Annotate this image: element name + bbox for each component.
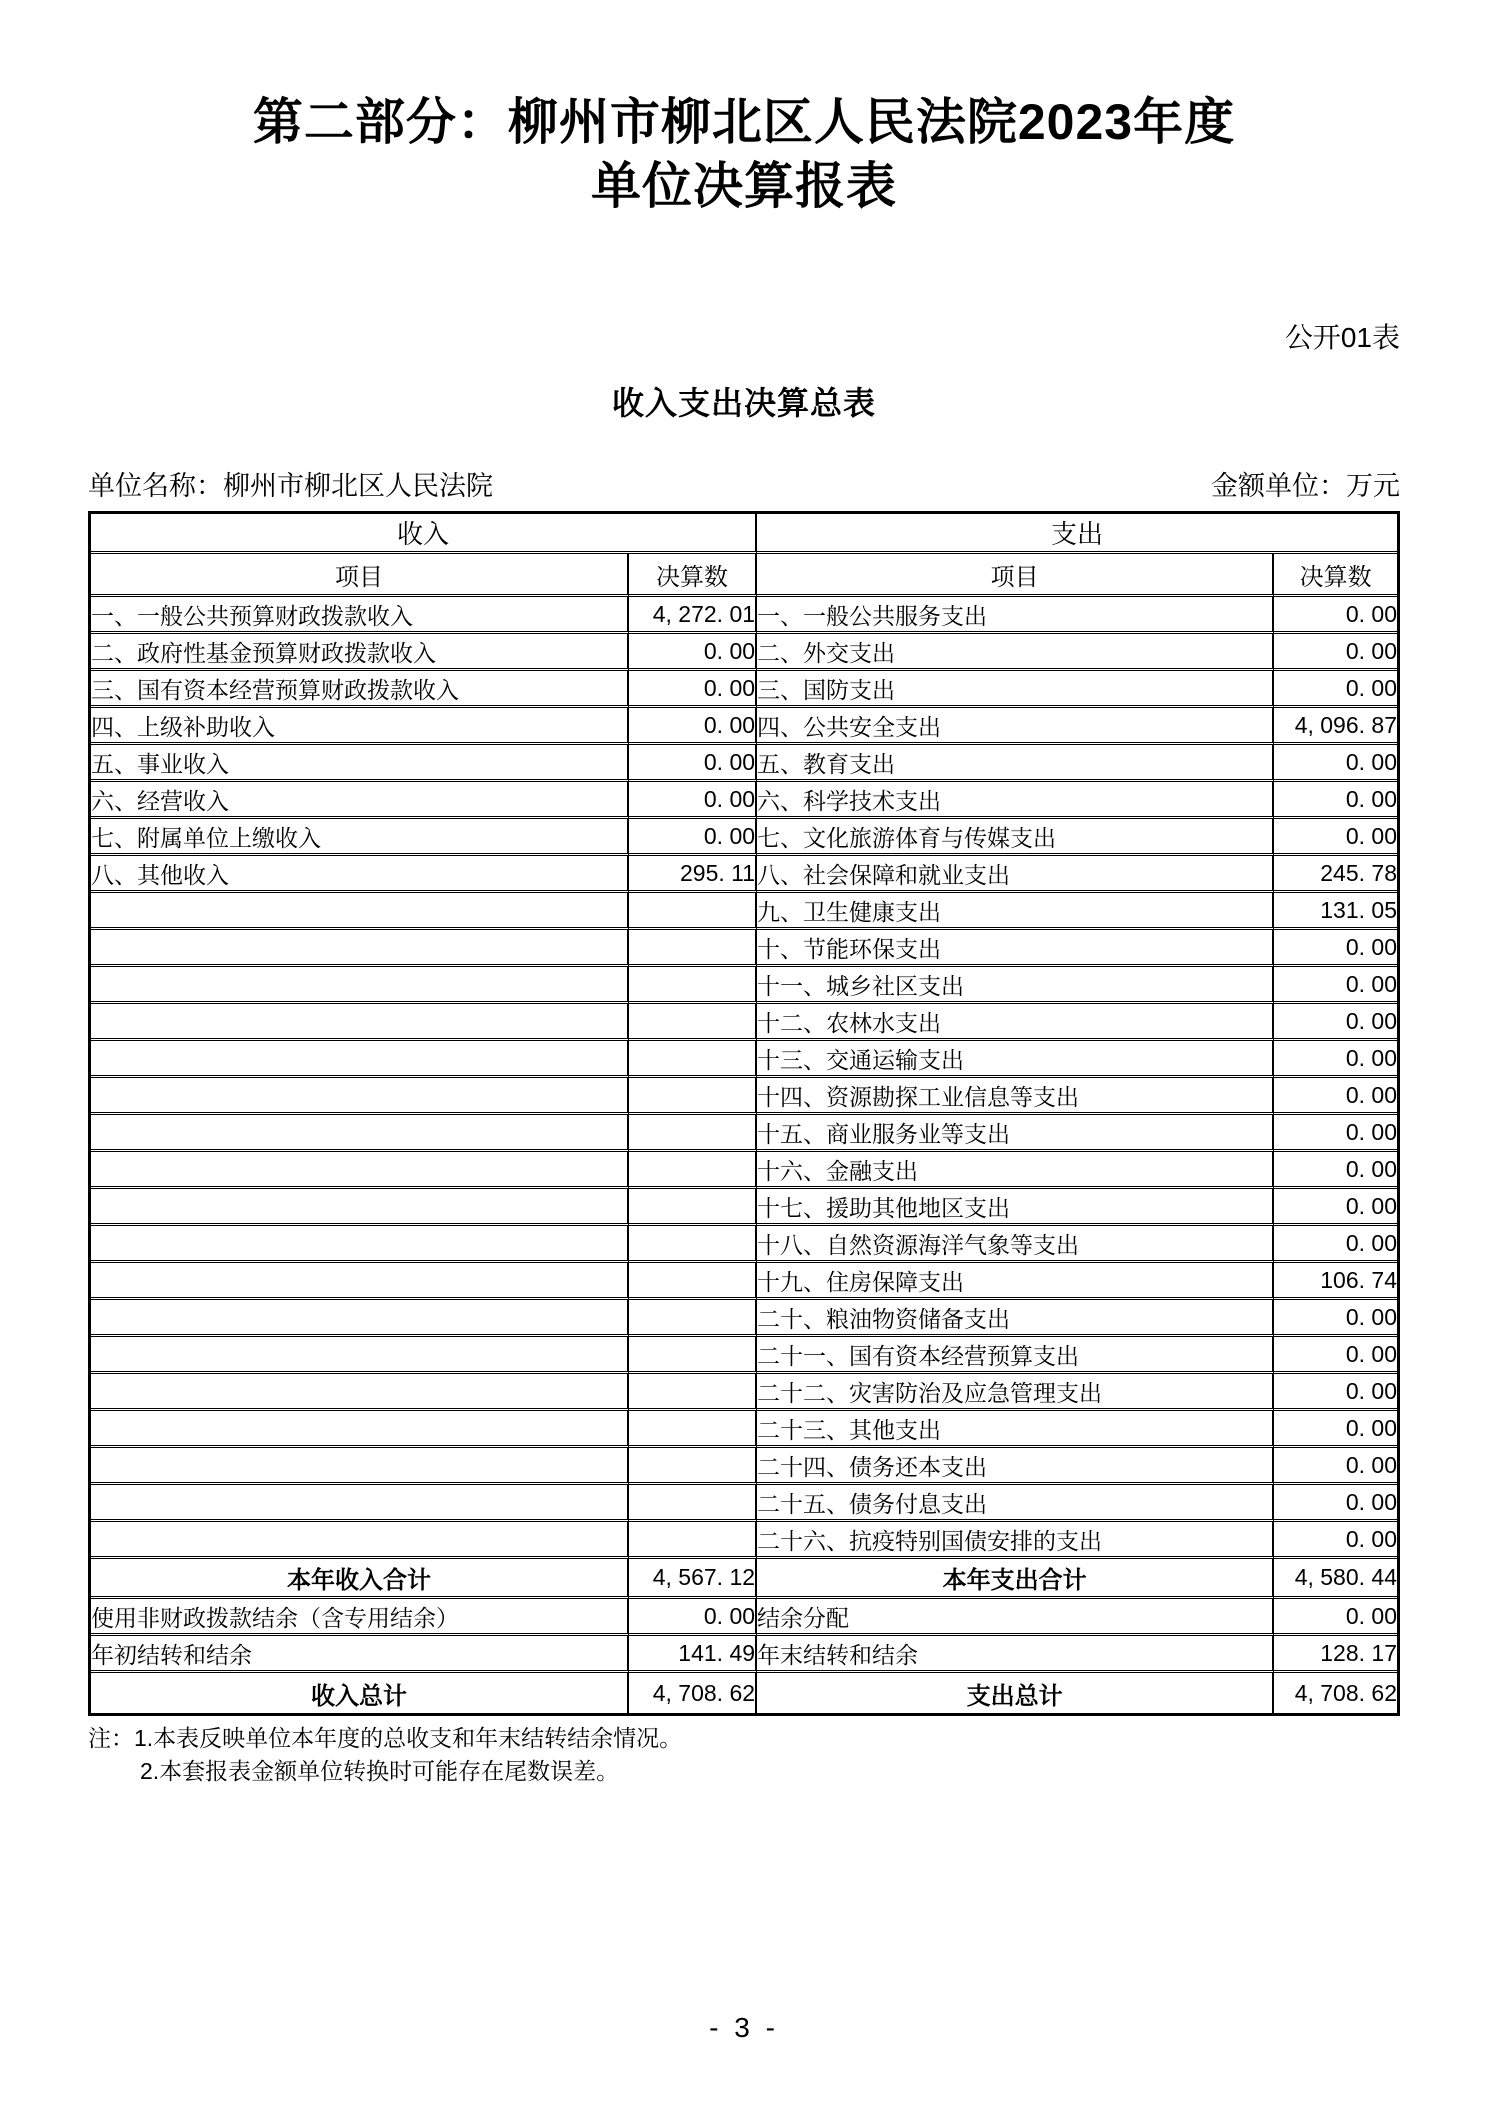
expenditure-item-cell: 十九、住房保障支出 [757,1263,1274,1300]
table-row [91,1636,1397,1673]
document-title-line1: 第二部分：柳州市柳北区人民法院2023年度 [252,94,1236,150]
income-amount-cell: 141. 49 [629,1636,757,1673]
income-item-cell: 年初结转和结余 [91,1636,629,1673]
expenditure-item-cell: 十五、商业服务业等支出 [757,1115,1274,1152]
expenditure-amount-cell: 106. 74 [1274,1263,1397,1300]
income-item-cell [91,1115,629,1152]
expenditure-amount-column-header: 决算数 [1274,554,1397,597]
column-header-row [91,554,1397,597]
income-amount-cell: 4, 708. 62 [629,1673,757,1713]
expenditure-amount-cell: 0. 00 [1274,1226,1397,1263]
table-row [91,1522,1397,1559]
expenditure-item-cell: 十七、援助其他地区支出 [757,1189,1274,1226]
income-amount-cell [629,1004,757,1041]
expenditure-item-cell: 二、外交支出 [757,634,1274,671]
expenditure-item-cell: 本年支出合计 [757,1559,1274,1599]
income-item-cell: 八、其他收入 [91,856,629,893]
table-row [91,1300,1397,1337]
table-row [91,1374,1397,1411]
income-item-cell [91,1485,629,1522]
table-row [91,708,1397,745]
expenditure-item-cell: 七、文化旅游体育与传媒支出 [757,819,1274,856]
table-row [91,1078,1397,1115]
page-number: - 3 - [709,2012,779,2043]
note-line-2: 2.本套报表金额单位转换时可能存在尾数误差。 [140,1758,620,1785]
table-row [91,1189,1397,1226]
income-amount-cell: 4, 272. 01 [629,597,757,634]
income-amount-cell [629,1485,757,1522]
income-item-cell: 六、经营收入 [91,782,629,819]
income-amount-cell [629,1189,757,1226]
income-amount-cell: 0. 00 [629,1599,757,1636]
expenditure-item-cell: 九、卫生健康支出 [757,893,1274,930]
table-row [91,819,1397,856]
expenditure-item-cell: 四、公共安全支出 [757,708,1274,745]
table-row [91,1599,1397,1636]
expenditure-amount-cell: 0. 00 [1274,671,1397,708]
expenditure-item-cell: 八、社会保障和就业支出 [757,856,1274,893]
expenditure-amount-cell: 0. 00 [1274,1078,1397,1115]
income-expenditure-table [88,511,1400,1716]
table-row [91,967,1397,1004]
expenditure-amount-cell: 4, 096. 87 [1274,708,1397,745]
form-number-label: 公开01表 [1284,322,1400,353]
income-item-cell: 五、事业收入 [91,745,629,782]
income-item-cell: 收入总计 [91,1673,629,1713]
expenditure-amount-cell: 0. 00 [1274,1411,1397,1448]
total-row [91,1559,1397,1599]
expenditure-amount-cell: 0. 00 [1274,930,1397,967]
expenditure-amount-cell: 0. 00 [1274,634,1397,671]
expenditure-amount-cell: 0. 00 [1274,745,1397,782]
expenditure-item-column-header: 项目 [757,554,1274,597]
table-row [91,1041,1397,1078]
expenditure-item-cell: 二十一、国有资本经营预算支出 [757,1337,1274,1374]
expenditure-item-cell: 二十二、灾害防治及应急管理支出 [757,1374,1274,1411]
income-amount-cell: 295. 11 [629,856,757,893]
income-amount-cell: 0. 00 [629,819,757,856]
income-amount-cell [629,1041,757,1078]
expenditure-amount-cell: 0. 00 [1274,1599,1397,1636]
income-item-cell [91,1004,629,1041]
table-row [91,1152,1397,1189]
expenditure-amount-cell: 0. 00 [1274,967,1397,1004]
expenditure-item-cell: 十四、资源勘探工业信息等支出 [757,1078,1274,1115]
table-row [91,1004,1397,1041]
table-row [91,634,1397,671]
income-amount-cell: 4, 567. 12 [629,1559,757,1599]
expenditure-amount-cell: 0. 00 [1274,1115,1397,1152]
unit-name-label: 单位名称：柳州市柳北区人民法院 [88,471,493,501]
income-amount-cell [629,1152,757,1189]
income-item-cell [91,1411,629,1448]
income-item-cell: 三、国有资本经营预算财政拨款收入 [91,671,629,708]
expenditure-amount-cell: 0. 00 [1274,1485,1397,1522]
income-item-cell [91,930,629,967]
expenditure-amount-cell: 0. 00 [1274,1152,1397,1189]
expenditure-amount-cell: 0. 00 [1274,1041,1397,1078]
table-row [91,893,1397,930]
income-item-cell [91,1448,629,1485]
table-row [91,745,1397,782]
income-amount-cell: 0. 00 [629,634,757,671]
income-item-cell: 本年收入合计 [91,1559,629,1599]
income-amount-cell [629,893,757,930]
expenditure-item-cell: 三、国防支出 [757,671,1274,708]
income-amount-cell [629,967,757,1004]
document-title-line2: 单位决算报表 [591,158,897,214]
table-row [91,1115,1397,1152]
income-amount-cell [629,1078,757,1115]
expenditure-amount-cell: 131. 05 [1274,893,1397,930]
expenditure-item-cell: 十一、城乡社区支出 [757,967,1274,1004]
table-row [91,1448,1397,1485]
expenditure-amount-cell: 4, 708. 62 [1294,1679,1397,1706]
expenditure-amount-cell: 0. 00 [1274,782,1397,819]
expenditure-amount-cell: 0. 00 [1274,597,1397,634]
expenditure-item-cell: 十八、自然资源海洋气象等支出 [757,1226,1274,1263]
income-item-cell: 七、附属单位上缴收入 [91,819,629,856]
income-amount-cell [629,1115,757,1152]
table-row [91,1226,1397,1263]
expenditure-amount-cell: 245. 78 [1274,856,1397,893]
income-item-cell [91,1152,629,1189]
income-amount-cell [629,1226,757,1263]
document-title [88,0,1400,218]
expenditure-item-cell: 支出总计 [757,1673,1274,1713]
expenditure-amount-cell: 0. 00 [1274,1004,1397,1041]
income-amount-cell: 0. 00 [629,708,757,745]
income-amount-column-header: 决算数 [629,554,757,597]
expenditure-item-cell: 二十、粮油物资储备支出 [757,1300,1274,1337]
expenditure-item-cell: 二十四、债务还本支出 [757,1448,1274,1485]
income-amount-cell [629,930,757,967]
income-amount-cell [629,1522,757,1559]
table-notes [88,1722,1400,1789]
table-meta-row [88,464,1400,503]
income-section-header: 收入 [91,514,757,554]
expenditure-item-cell: 十六、金融支出 [757,1152,1274,1189]
expenditure-amount-cell: 128. 17 [1274,1636,1397,1673]
income-item-cell: 使用非财政拨款结余（含专用结余） [91,1599,629,1636]
table-row [91,782,1397,819]
income-item-column-header: 项目 [91,554,629,597]
expenditure-item-cell: 五、教育支出 [757,745,1274,782]
expenditure-amount-cell: 0. 00 [1274,1522,1397,1559]
income-item-cell [91,1263,629,1300]
expenditure-item-cell: 二十五、债务付息支出 [757,1485,1274,1522]
table-row [91,1263,1397,1300]
table-title: 收入支出决算总表 [611,385,876,421]
income-amount-cell [629,1263,757,1300]
expenditure-amount-cell: 0. 00 [1274,1448,1397,1485]
income-item-cell [91,1522,629,1559]
expenditure-item-cell: 十二、农林水支出 [757,1004,1274,1041]
table-body [91,597,1397,1713]
total-row [91,1673,1397,1713]
income-item-cell [91,1337,629,1374]
income-item-cell [91,1189,629,1226]
income-amount-cell: 0. 00 [629,782,757,819]
expenditure-item-cell: 年末结转和结余 [757,1636,1274,1673]
expenditure-amount-cell: 0. 00 [1274,1337,1397,1374]
income-amount-cell [629,1300,757,1337]
expenditure-item-cell: 结余分配 [757,1599,1274,1636]
amount-unit-label: 金额单位：万元 [1211,471,1400,501]
income-item-cell [91,1041,629,1078]
expenditure-amount-cell: 0. 00 [1274,1374,1397,1411]
income-item-cell [91,967,629,1004]
income-item-cell [91,1300,629,1337]
income-item-cell [91,893,629,930]
table-row [91,597,1397,634]
table-row [91,1337,1397,1374]
expenditure-item-cell: 二十六、抗疫特别国债安排的支出 [757,1522,1274,1559]
expenditure-item-cell: 一、一般公共服务支出 [757,597,1274,634]
expenditure-amount-cell: 4, 580. 44 [1274,1559,1397,1599]
expenditure-amount-cell: 0. 00 [1274,819,1397,856]
section-header-row [91,514,1397,554]
income-item-cell: 四、上级补助收入 [91,708,629,745]
income-amount-cell: 0. 00 [629,671,757,708]
expenditure-item-cell: 十、节能环保支出 [757,930,1274,967]
expenditure-amount-cell: 0. 00 [1274,1189,1397,1226]
expenditure-item-cell: 十三、交通运输支出 [757,1041,1274,1078]
table-row [91,1411,1397,1448]
table-row [91,930,1397,967]
income-amount-cell [629,1411,757,1448]
income-amount-cell [629,1448,757,1485]
expenditure-amount-cell: 0. 00 [1274,1300,1397,1337]
income-item-cell: 二、政府性基金预算财政拨款收入 [91,634,629,671]
expenditure-section-header: 支出 [757,514,1397,554]
table-row [91,671,1397,708]
table-row [91,856,1397,893]
expenditure-item-cell: 六、科学技术支出 [757,782,1274,819]
income-item-cell [91,1226,629,1263]
income-amount-cell [629,1374,757,1411]
income-amount-cell: 0. 00 [629,745,757,782]
expenditure-item-cell: 二十三、其他支出 [757,1411,1274,1448]
income-amount-cell [629,1337,757,1374]
income-item-cell [91,1078,629,1115]
note-line-1: 注：1.本表反映单位本年度的总收支和年末结转结余情况。 [88,1725,683,1751]
income-item-cell [91,1374,629,1411]
income-item-cell: 一、一般公共预算财政拨款收入 [91,597,629,634]
table-row [91,1485,1397,1522]
